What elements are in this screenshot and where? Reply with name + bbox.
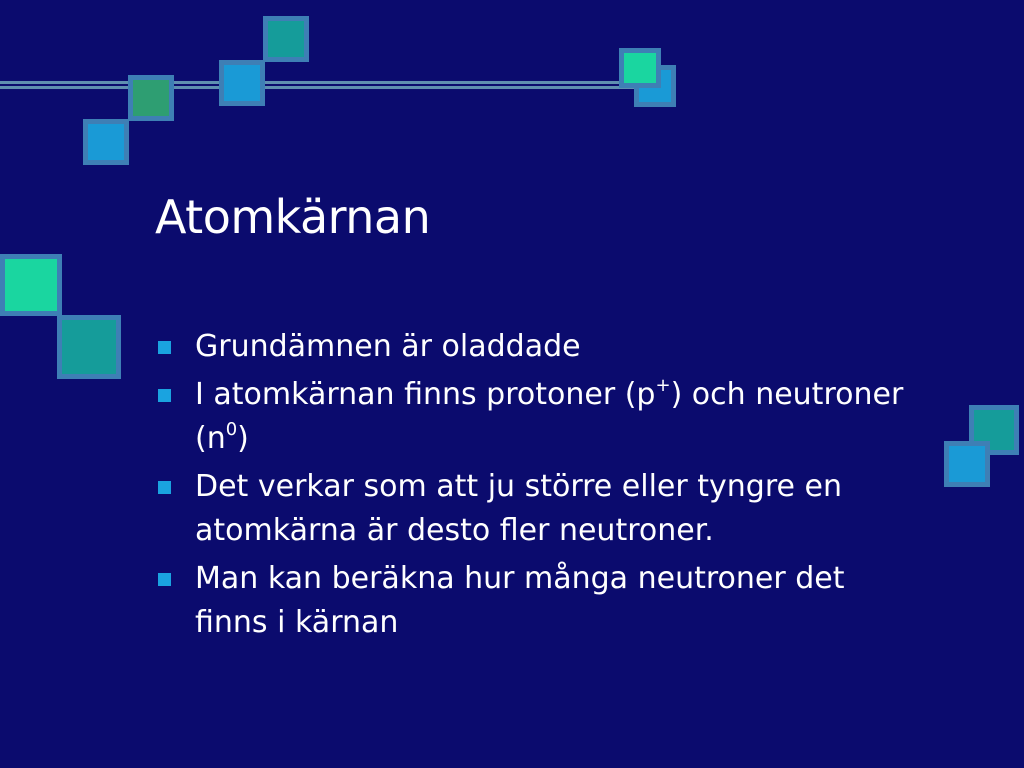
bullet-text bbox=[195, 377, 903, 456]
bullet-item bbox=[158, 325, 918, 369]
bullet-item bbox=[158, 557, 918, 645]
decorative-square bbox=[219, 60, 265, 106]
superscript: + bbox=[655, 375, 671, 396]
bullet-item bbox=[158, 465, 918, 553]
bullet-text: Man kan beräkna hur många neutroner det finns i kärnan bbox=[195, 561, 845, 640]
decorative-square bbox=[263, 16, 309, 62]
bullet-text-part: ) bbox=[237, 421, 249, 456]
bullet-list bbox=[158, 325, 918, 649]
decorative-line-top bbox=[0, 81, 650, 89]
bullet-item bbox=[158, 373, 918, 461]
bullet-marker-icon bbox=[158, 389, 171, 402]
decorative-square bbox=[619, 48, 661, 88]
bullet-text-part: I atomkärnan finns protoner (p bbox=[195, 377, 656, 412]
slide-title: Atomkärnan bbox=[155, 190, 431, 244]
bullet-marker-icon bbox=[158, 481, 171, 494]
bullet-text: Det verkar som att ju större eller tyngre en atomkärna är desto fler neutroner. bbox=[195, 469, 842, 548]
decorative-square bbox=[944, 441, 990, 487]
bullet-marker-icon bbox=[158, 341, 171, 354]
bullet-text: Grundämnen är oladdade bbox=[195, 329, 581, 364]
decorative-square bbox=[57, 315, 121, 379]
decorative-square bbox=[0, 254, 62, 316]
bullet-text-part: ) och neutroner (n bbox=[195, 377, 904, 456]
decorative-square bbox=[83, 119, 129, 165]
bullet-marker-icon bbox=[158, 573, 171, 586]
decorative-square bbox=[128, 75, 174, 121]
superscript: 0 bbox=[225, 419, 238, 440]
